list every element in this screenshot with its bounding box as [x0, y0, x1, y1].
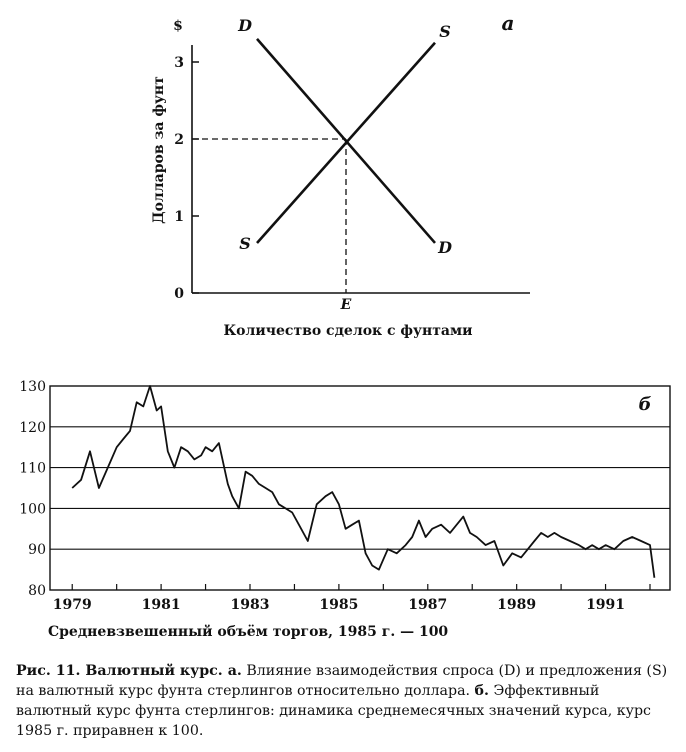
panel-a-ytick-label: 2 — [174, 132, 184, 148]
panel-a-y-unit: $ — [173, 18, 183, 34]
panel-a-ytick-label: 3 — [174, 55, 184, 71]
panel-a-ytick-label: 1 — [174, 209, 184, 225]
panel-b-xtick-label: 1979 — [52, 597, 92, 613]
caption-bold-a: Рис. 11. Валютный курс. а. — [16, 663, 242, 679]
caption-bold-b: б. — [474, 683, 489, 699]
panel-b-label: б — [638, 394, 652, 415]
panel-a-ylabel: Долларов за фунт — [151, 76, 167, 224]
panel-b-ytick-label: 80 — [28, 583, 46, 599]
panel-a-curve-label: S — [439, 21, 451, 41]
panel-b-ytick-label: 90 — [28, 542, 46, 559]
panel-a — [151, 11, 530, 339]
panel-b-xtick-label: 1983 — [230, 597, 270, 613]
panel-b-ytick-label: 130 — [19, 379, 46, 395]
panel-b — [19, 379, 670, 640]
panel-b-xtick-label: 1981 — [141, 597, 181, 613]
caption-text-a: Влияние взаимодействия спроса (D) и предложения (S) на валютный курс фунта стерлингов относительно доллара. — [16, 663, 668, 699]
caption-text-b: Эффективный валютный курс фунта стерлингов: динамика среднемесячных значений курса, курс 1985 г. приравнен к 100. — [16, 683, 651, 739]
panel-a-curve-label: D — [238, 15, 252, 35]
panel-b-xtick-label: 1991 — [586, 597, 626, 613]
panel-b-xtick-label: 1985 — [319, 597, 359, 613]
panel-b-ytick-label: 110 — [19, 460, 46, 477]
panel-a-xlabel: Количество сделок с фунтами — [223, 323, 473, 339]
panel-a-label: а — [501, 11, 515, 35]
panel-b-ytick-label: 120 — [19, 419, 46, 436]
panel-b-ytick-label: 100 — [19, 501, 46, 518]
panel-a-curve-label: D — [438, 237, 452, 257]
figure-caption — [16, 661, 674, 741]
panel-a-ytick-label: 0 — [174, 286, 184, 302]
panel-a-equilibrium-label: E — [340, 297, 352, 313]
panel-a-curve-label: S — [239, 233, 251, 253]
panel-b-xtick-label: 1989 — [497, 597, 537, 613]
panel-b-frame — [50, 386, 670, 590]
panel-b-xlabel: Средневзвешенный объём торгов, 1985 г. — 100 — [48, 624, 449, 640]
panel-b-xtick-label: 1987 — [408, 597, 448, 613]
